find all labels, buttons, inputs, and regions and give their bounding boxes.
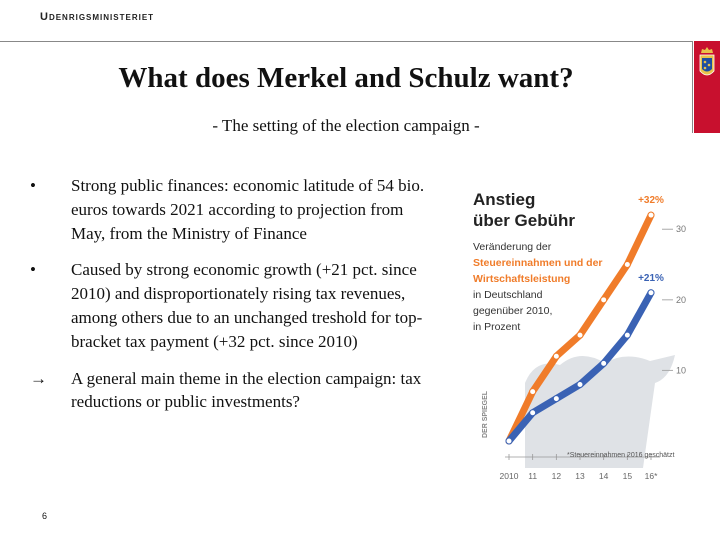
x-tick-label: 14 [598,471,609,481]
bullet-list [30,174,440,427]
chart-subtitle-line: in Prozent [473,321,521,333]
header-divider [692,41,693,133]
data-point [553,396,559,402]
data-point [648,290,654,296]
chart-title-line1: Anstieg [473,190,536,209]
x-tick-label: 2010 [499,471,519,481]
chart-subtitle-line: Steuereinnahmen und der [473,257,603,269]
series-end-label: +21% [638,272,664,284]
data-point [624,332,630,338]
data-point [648,212,654,218]
x-tick-label: 11 [528,471,538,481]
data-point [601,297,607,303]
bullet-text: Caused by strong economic growth (+21 pct. since 2010) and disproportionately rising tax revenues, among others due to an unchanged treshold for top-bracket tax payment (+32 pct. since 2010) [71,260,423,351]
chart-subtitle-line: Veränderung der [473,241,552,253]
chart-subtitle-line: in Deutschland [473,289,543,301]
x-tick-label: 15 [622,471,633,481]
y-tick-label: 30 [676,224,687,235]
source-label: DER SPIEGEL [482,390,489,438]
slide-subtitle: - The setting of the election campaign - [212,116,480,135]
series-end-label: +32% [638,195,664,207]
bullet-item [30,367,440,415]
data-point [624,262,630,268]
chart-subtitle-line: gegenüber 2010, [473,305,553,317]
data-point [601,360,607,366]
bullet-text: A general main theme in the election campaign: tax reductions or public investments? [71,368,422,412]
bullet-item [30,258,440,353]
bullet-item [30,174,440,245]
x-tick-label: 12 [551,471,562,481]
coat-of-arms-logo [694,41,720,133]
data-point [577,332,583,338]
bullet-text: Strong public finances: economic latitude of 54 bio. euros towards 2021 according to projection from May, from the Ministry of Finance [71,176,425,243]
bullet-marker: • [30,260,36,280]
chart-footnote: *Steuereinnahmen 2016 geschätzt [567,452,675,459]
slide-title: What does Merkel and Schulz want? [118,62,574,94]
data-point [530,389,536,395]
data-point [506,438,512,444]
header-rule [0,41,692,42]
data-point [553,353,559,359]
arrow-icon: → [30,368,47,388]
page-number: 6 [42,511,48,521]
y-tick-label: 20 [676,294,687,305]
ministry-name: Udenrigsministeriet [40,11,155,23]
x-tick-label: 16* [644,471,658,481]
x-tick-label: 13 [575,471,585,481]
data-point [530,410,536,416]
y-tick-label: 10 [676,365,687,376]
bullet-marker: • [30,176,36,195]
line-chart [465,183,690,483]
chart-subtitle-line: Wirtschaftsleistung [473,273,571,285]
chart-title-line2: über Gebühr [473,211,576,230]
data-point [577,382,583,388]
